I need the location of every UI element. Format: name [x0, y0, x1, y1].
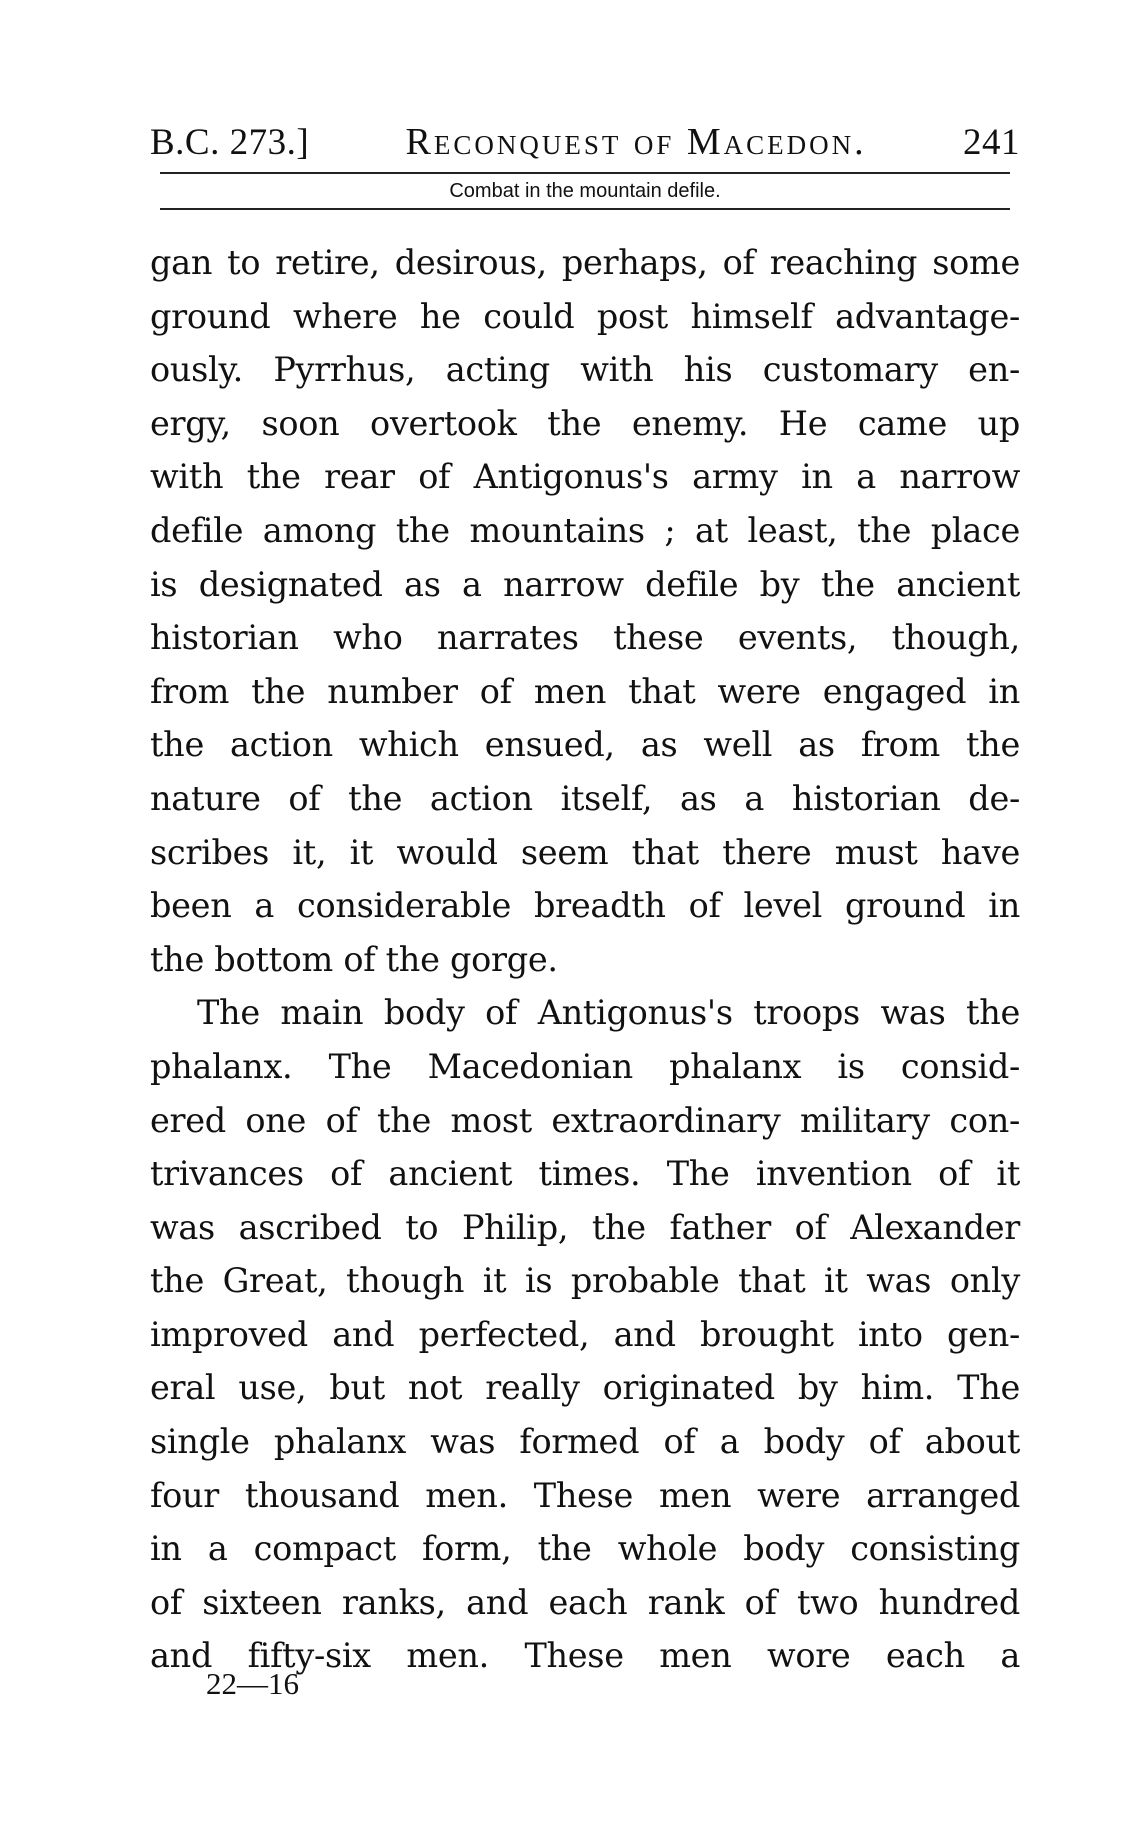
text-line: trivances of ancient times. The invention of it [150, 1154, 1020, 1194]
text-line: gan to retire, desirous, perhaps, of reaching some [150, 243, 1020, 282]
text-line: was ascribed to Philip, the father of Alexander [150, 1207, 1020, 1247]
text-line: of sixteen ranks, and each rank of two hundred [150, 1582, 1020, 1622]
text-line: in a compact form, the whole body consisting [150, 1529, 1020, 1569]
text-line: nature of the action itself, as a historian de- [150, 778, 1020, 818]
header-title: Reconquest of Macedon. [405, 121, 867, 163]
text-line: scribes it, it would seem that there must have [150, 832, 1020, 872]
paragraph-2 [150, 986, 1020, 1683]
text-line: improved and perfected, and brought into gen- [150, 1314, 1020, 1354]
text-line: is designated as a narrow defile by the ancient [150, 564, 1020, 604]
text-line: been a considerable breadth of level ground in [150, 886, 1020, 926]
text-line: The main body of Antigonus's troops was the [197, 993, 1020, 1033]
sidenote: Combat in the mountain defile. [449, 180, 721, 202]
text-line: defile among the mountains ; at least, the place [150, 510, 1020, 550]
text-line: ergy, soon overtook the enemy. He came up [150, 403, 1020, 443]
page-number: 241 [963, 122, 1020, 163]
signature-mark: 22—16 [206, 1666, 299, 1701]
text-line: eral use, but not really originated by him. The [150, 1368, 1020, 1408]
text-line: ously. Pyrrhus, acting with his customary en- [150, 350, 1020, 390]
body-text [150, 236, 1020, 1683]
text-line: with the rear of Antigonus's army in a narrow [150, 457, 1020, 497]
text-line: four thousand men. These men were arranged [150, 1475, 1020, 1515]
paragraph-1 [150, 236, 1020, 986]
text-line: phalanx. The Macedonian phalanx is consid- [150, 1046, 1020, 1086]
text-line: and fifty-six men. These men wore each a [150, 1636, 1020, 1676]
text-line: ground where he could post himself advantage- [150, 296, 1020, 336]
text-line: the bottom of the gorge. [150, 939, 558, 979]
book-page [150, 120, 1020, 1683]
header-date: B.C. 273.] [150, 122, 310, 163]
text-line: the Great, though it is probable that it was only [150, 1261, 1020, 1301]
running-header [150, 120, 1020, 172]
text-line: historian who narrates these events, though, [150, 618, 1020, 658]
text-line: single phalanx was formed of a body of about [150, 1422, 1020, 1462]
text-line: ered one of the most extraordinary military con- [150, 1100, 1020, 1140]
text-line: from the number of men that were engaged in [150, 671, 1020, 711]
text-line: the action which ensued, as well as from the [150, 725, 1020, 765]
header-rule-bottom [160, 208, 1010, 210]
